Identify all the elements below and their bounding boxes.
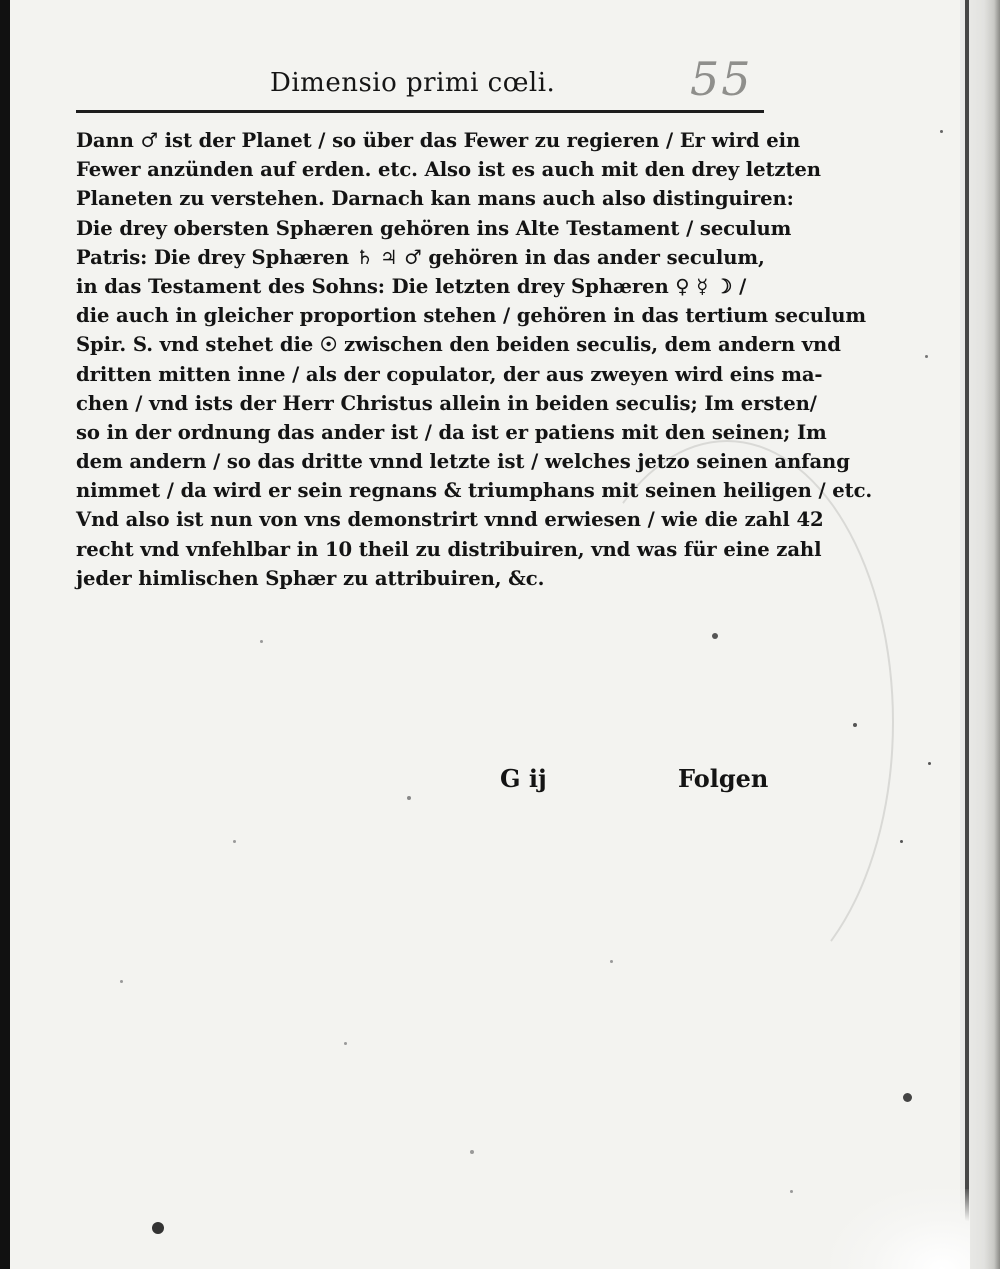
text-line: recht vnd vnfehlbar in 10 theil zu distribuiren, vnd was für eine zahl [76,537,822,561]
body-text [76,126,873,593]
text-line: Planeten zu verstehen. Darnach kan mans auch also distinguiren: [76,187,794,211]
text-line: in das Testament des Sohns: Die letzten drey Sphæren ♀ ☿ ☽ / [76,274,747,298]
text-line: Patris: Die drey Sphæren ♄ ♃ ♂ gehören in das ander seculum, [76,245,765,269]
head-rule [76,110,764,113]
page-number: 55 [690,52,753,106]
text-line: so in der ordnung das ander ist / da ist er patiens mit den seinen; Im [76,420,827,444]
text-line: Dann ♂ ist der Planet / so über das Fewer zu regieren / Er wird ein [76,129,801,152]
text-line: Spir. S. vnd stehet die ☉ zwischen den beiden seculis, dem andern vnd [76,333,841,357]
signature-mark: G ij [500,764,547,793]
text-line: die auch in gleicher proportion stehen / gehören in das tertium seculum [76,304,867,328]
text-line: Die drey obersten Sphæren gehören ins Alte Testament / seculum [76,216,792,240]
text-line: dem andern / so das dritte vnnd letzte ist / welches jetzo seinen anfang [76,450,850,474]
text-line: chen / vnd ists der Herr Christus allein in beiden seculis; Im ersten/ [76,391,817,415]
text-line: dritten mitten inne / als der copulator, der aus zweyen wird eins ma- [76,362,823,386]
catchword: Folgen [678,764,769,793]
text-line: Fewer anzünden auf erden. etc. Also ist es auch mit den drey letzten [76,158,821,182]
text-line: Vnd also ist nun von vns demonstrirt vnnd erwiesen / wie die zahl 42 [76,508,824,532]
page-edge-line [965,0,969,1269]
binding-edge [0,0,10,1269]
text-line: nimmet / da wird er sein regnans & triumphans mit seinen heiligen / etc. [76,479,873,503]
corner-highlight [830,1189,970,1269]
running-head: Dimensio primi cœli. [270,68,556,98]
text-line: jeder himlischen Sphær zu attribuiren, &c. [76,566,545,590]
